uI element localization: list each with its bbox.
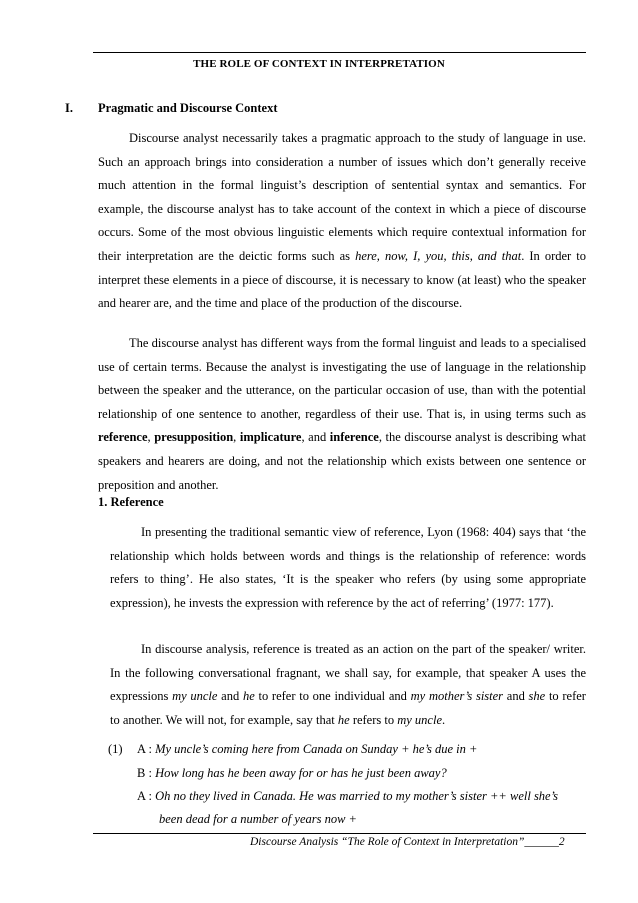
paragraph-3: In presenting the traditional semantic view of reference, Lyon (1968: 404) says that ‘the relationship which holds between words and things is the relationship of reference: words refers to thing’. He also states, ‘It is the speaker who refers (by using some appropriate expression), he invests the expression with reference by the act of referring’ (1977: 177). bbox=[110, 525, 586, 610]
section-title: Pragmatic and Discourse Context bbox=[98, 101, 278, 115]
page-title: THE ROLE OF CONTEXT IN INTERPRETATION bbox=[193, 58, 445, 70]
section-number: I. bbox=[65, 101, 73, 115]
paragraph-4: In discourse analysis, reference is treated as an action on the part of the speaker/ writer. In the following conversational fragnant, we shall say, for example, that speaker A uses the expressions my uncle and he to refer to one individual and my mother’s sister and she to refer to another. We will not, for example, say that he refers to my uncle. bbox=[110, 642, 586, 727]
example-line: A : Oh no they lived in Canada. He was married to my mother’s sister ++ well she’s bbox=[137, 789, 559, 803]
paragraph-2: The discourse analyst has different ways from the formal linguist and leads to a specialised use of certain terms. Because the analyst is investigating the use of language in the relationship between the speaker and the utterance, on the particular occasion of use, than with the potential relationship of one sentence to another, regardless of their use. That is, in using terms such as reference, presupposition, implicature, and inference, the discourse analyst is describing what speakers and hearers are doing, and not the relationship which exists between one sentence or preposition and another. bbox=[98, 336, 587, 492]
example-continuation: been dead for a number of years now + bbox=[159, 812, 357, 826]
example-line: B : How long has he been away for or has he just been away? bbox=[137, 766, 447, 780]
header-rule bbox=[93, 52, 586, 53]
footer-rule bbox=[93, 833, 586, 834]
example-number: (1) bbox=[108, 742, 123, 756]
example-line: A : My uncle’s coming here from Canada on Sunday + he’s due in + bbox=[137, 742, 478, 756]
paragraph-1: Discourse analyst necessarily takes a pragmatic approach to the study of language in use. Such an approach brings into consideration a number of issues which don’t generally receive much attention in the formal linguist’s description of sentential syntax and semantics. For example, the discourse analyst has to take account of the context in which a piece of discourse occurs. Some of the most obvious linguistic elements which require contextual information for their interpretation are the deictic forms such as here, now, I, you, this, and that. In order to interpret these elements in a piece of discourse, it is necessary to know (at least) who the speaker and hearer are, and the time and place of the production of the discourse. bbox=[98, 131, 587, 311]
page-footer: Discourse Analysis “The Role of Context in Interpretation”______2 bbox=[250, 836, 565, 848]
subsection-title: 1. Reference bbox=[98, 495, 164, 509]
